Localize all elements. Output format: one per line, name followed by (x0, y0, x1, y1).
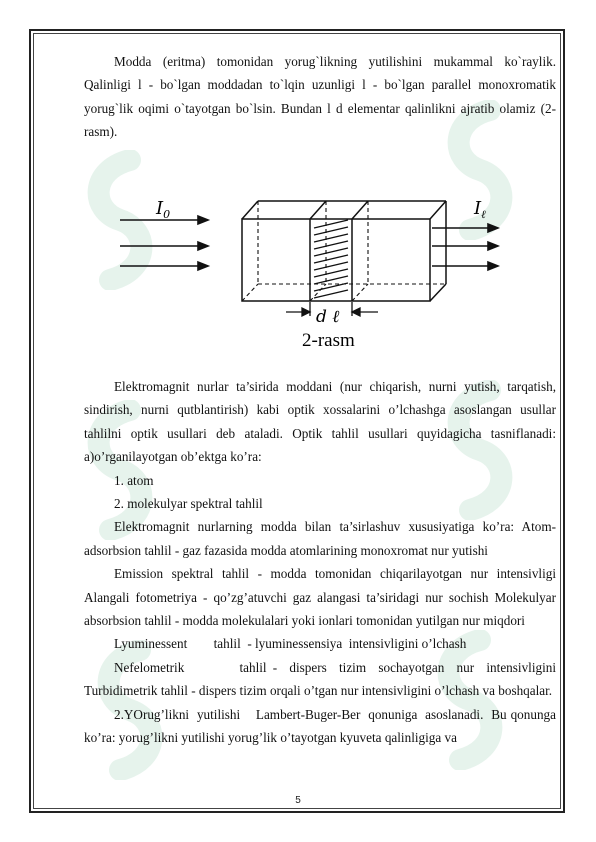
paragraph-emission: Emission spektral tahlil - modda tomonidan chiqarilayotgan nur intensivligi Alangali fotometriya - qo’zg’atuvchi gaz alangasi ta’siridagi nur sochish Molekulyar absorbsion tahlil - modda molekulalari yoki ionlari tomonidan yutilgan nur miqdori (84, 566, 556, 629)
label-incident-intensity: $I_0$ (156, 198, 171, 221)
label-thickness: d ℓ (316, 307, 340, 327)
figure-cuvette-diagram (116, 190, 500, 352)
page-body (84, 50, 556, 144)
paragraph-nephelometric: Nefelometrik tahlil - dispers tizim sochayotgan nur intensivligini Turbidimetrik tahlil - dispers tizim orqali o’tgan nur intensivligini o’lchash va boshqalar. (84, 659, 560, 699)
paragraph-lambert-beer: 2.YOrug’likni yutilishi Lambert-Buger-Ber qonuniga asoslanadi. Bu qonunga ko’ra: yorug’likni yutilishi yorug’lik o’tayotgan kyuveta qalinligiga va (84, 706, 560, 746)
page-number: 5 (295, 795, 301, 806)
list-item: 2. molekulyar spektral tahlil (114, 496, 263, 512)
paragraph-optical-methods: Elektromagnit nurlar ta’sirida moddani (nur chiqarish, nurni yutish, tarqatish, sindirish, nurni qutblantirish) kabi optik xossalarini o’lchashga asoslangan usullar tahlilni optik usullari deb ataladi. Optik tahlil usullari quyidagicha tasniflanadi: a)o’rganilayotgan ob’ektga ko’ra: (84, 379, 556, 465)
label-transmitted-intensity: $I_\ell$ (474, 198, 486, 221)
figure-caption: 2-rasm (302, 330, 355, 351)
paragraph-atom-adsorption: Elektromagnit nurlarning modda bilan ta’sirlashuv xususiyatiga ko’ra: Atom-adsorbsion tahlil - gaz fazasida modda atomlarining monoxromat nur yutishi (84, 519, 556, 558)
paragraph-luminescent: Lyuminessent tahlil - lyuminessensiya intensivligini o’lchash (114, 636, 467, 652)
page-body-continued (84, 375, 560, 750)
paragraph-intro: Modda (eritma) tomonidan yorug`likning yutilishini mukammal ko`raylik. Qalinligi l - bo`lgan moddadan to`lqin uzunligi l - bo`lgan parallel monoxromatik yorug`lik oqimi o`tayotgan bo`lsin. Bundan l d elementar qalinlikni ajratib olamiz (2-rasm). (84, 54, 556, 140)
list-item: 1. atom (114, 472, 154, 488)
